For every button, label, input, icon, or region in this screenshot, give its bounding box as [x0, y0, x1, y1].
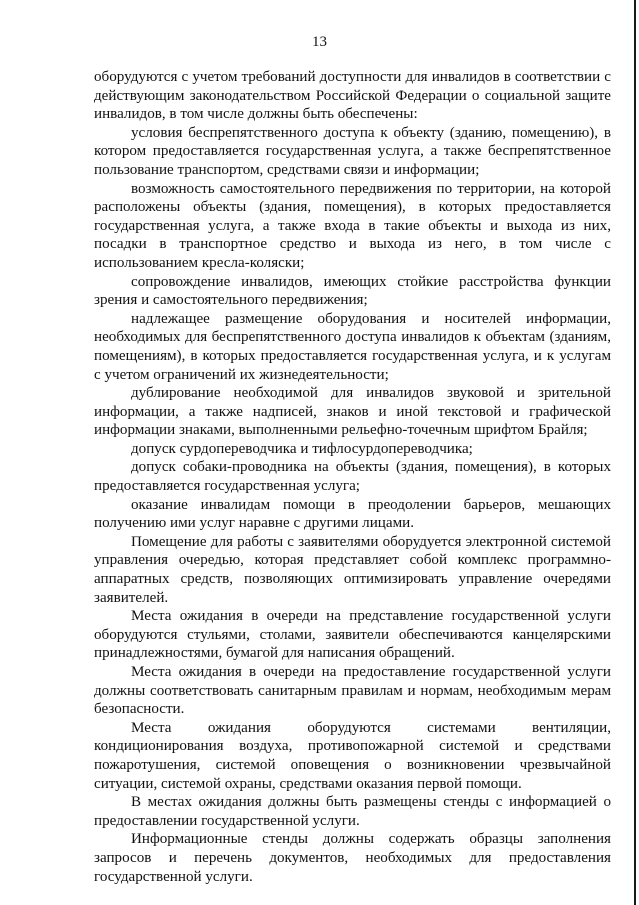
document-body	[94, 68, 611, 886]
paragraph: Помещение для работы с заявителями оборудуется электронной системой управления очередью, которая представляет собой комплекс программно-аппаратных средств, позволяющих оптимизировать управление очередями заявителей.	[94, 533, 611, 606]
paragraph: дублирование необходимой для инвалидов звуковой и зрительной информации, а также надписей, знаков и иной текстовой и графической информации знаками, выполненными рельефно-точечным шрифтом Брайля;	[94, 385, 611, 439]
paragraph: оборудуются с учетом требований доступности для инвалидов в соответствии с действующим законодательством Российской Федерации о социальной защите инвалидов, в том числе должны быть обеспечены:	[94, 69, 611, 123]
paragraph: сопровождение инвалидов, имеющих стойкие расстройства функции зрения и самостоятельного передвижения;	[94, 273, 611, 309]
page-number: 13	[312, 34, 327, 50]
paragraph: оказание инвалидам помощи в преодолении барьеров, мешающих получению ими услуг наравне с другими лицами.	[94, 496, 611, 532]
paragraph: допуск собаки-проводника на объекты (здания, помещения), в которых предоставляется государственная услуга;	[94, 459, 611, 495]
paragraph: возможность самостоятельного передвижения по территории, на которой расположены объекты (здания, помещения), в которых предоставляется государственная услуга, а также входа в такие объекты и выхода из них, посадки в транспортное средство и выхода из него, в том числе с использованием кресла-коляски;	[94, 180, 611, 271]
paragraph: условия беспрепятственного доступа к объекту (зданию, помещению), в котором предоставляется государственная услуга, а также беспрепятственное пользование транспортом, средствами связи и информации;	[94, 124, 611, 178]
paragraph: Места ожидания в очереди на предоставление государственной услуги должны соответствовать санитарным правилам и нормам, необходимым мерам безопасности.	[94, 664, 611, 718]
paragraph: Места ожидания в очереди на представление государственной услуги оборудуются стульями, столами, заявители обеспечиваются канцелярскими принадлежностями, бумагой для написания обращений.	[94, 608, 611, 662]
scan-edge-line	[634, 0, 636, 905]
paragraph: надлежащее размещение оборудования и носителей информации, необходимых для беспрепятственного доступа инвалидов к объектам (зданиям, помещениям), в которых предоставляется государственная услуга, и к услугам с учетом ограничений их жизнедеятельности;	[94, 310, 611, 383]
paragraph: В местах ожидания должны быть размещены стенды с информацией о предоставлении государственной услуги.	[94, 794, 611, 829]
paragraph: Информационные стенды должны содержать образцы заполнения запросов и перечень документов, необходимых для предоставления государственной услуги.	[94, 831, 611, 885]
paragraph: допуск сурдопереводчика и тифлосурдопереводчика;	[131, 440, 473, 457]
paragraph: Места ожидания оборудуются системами вентиляции, кондиционирования воздуха, противопожарной системой и средствами пожаротушения, системой оповещения о возникновении чрезвычайной ситуации, системой охраны, средствами оказания первой помощи.	[94, 719, 611, 792]
